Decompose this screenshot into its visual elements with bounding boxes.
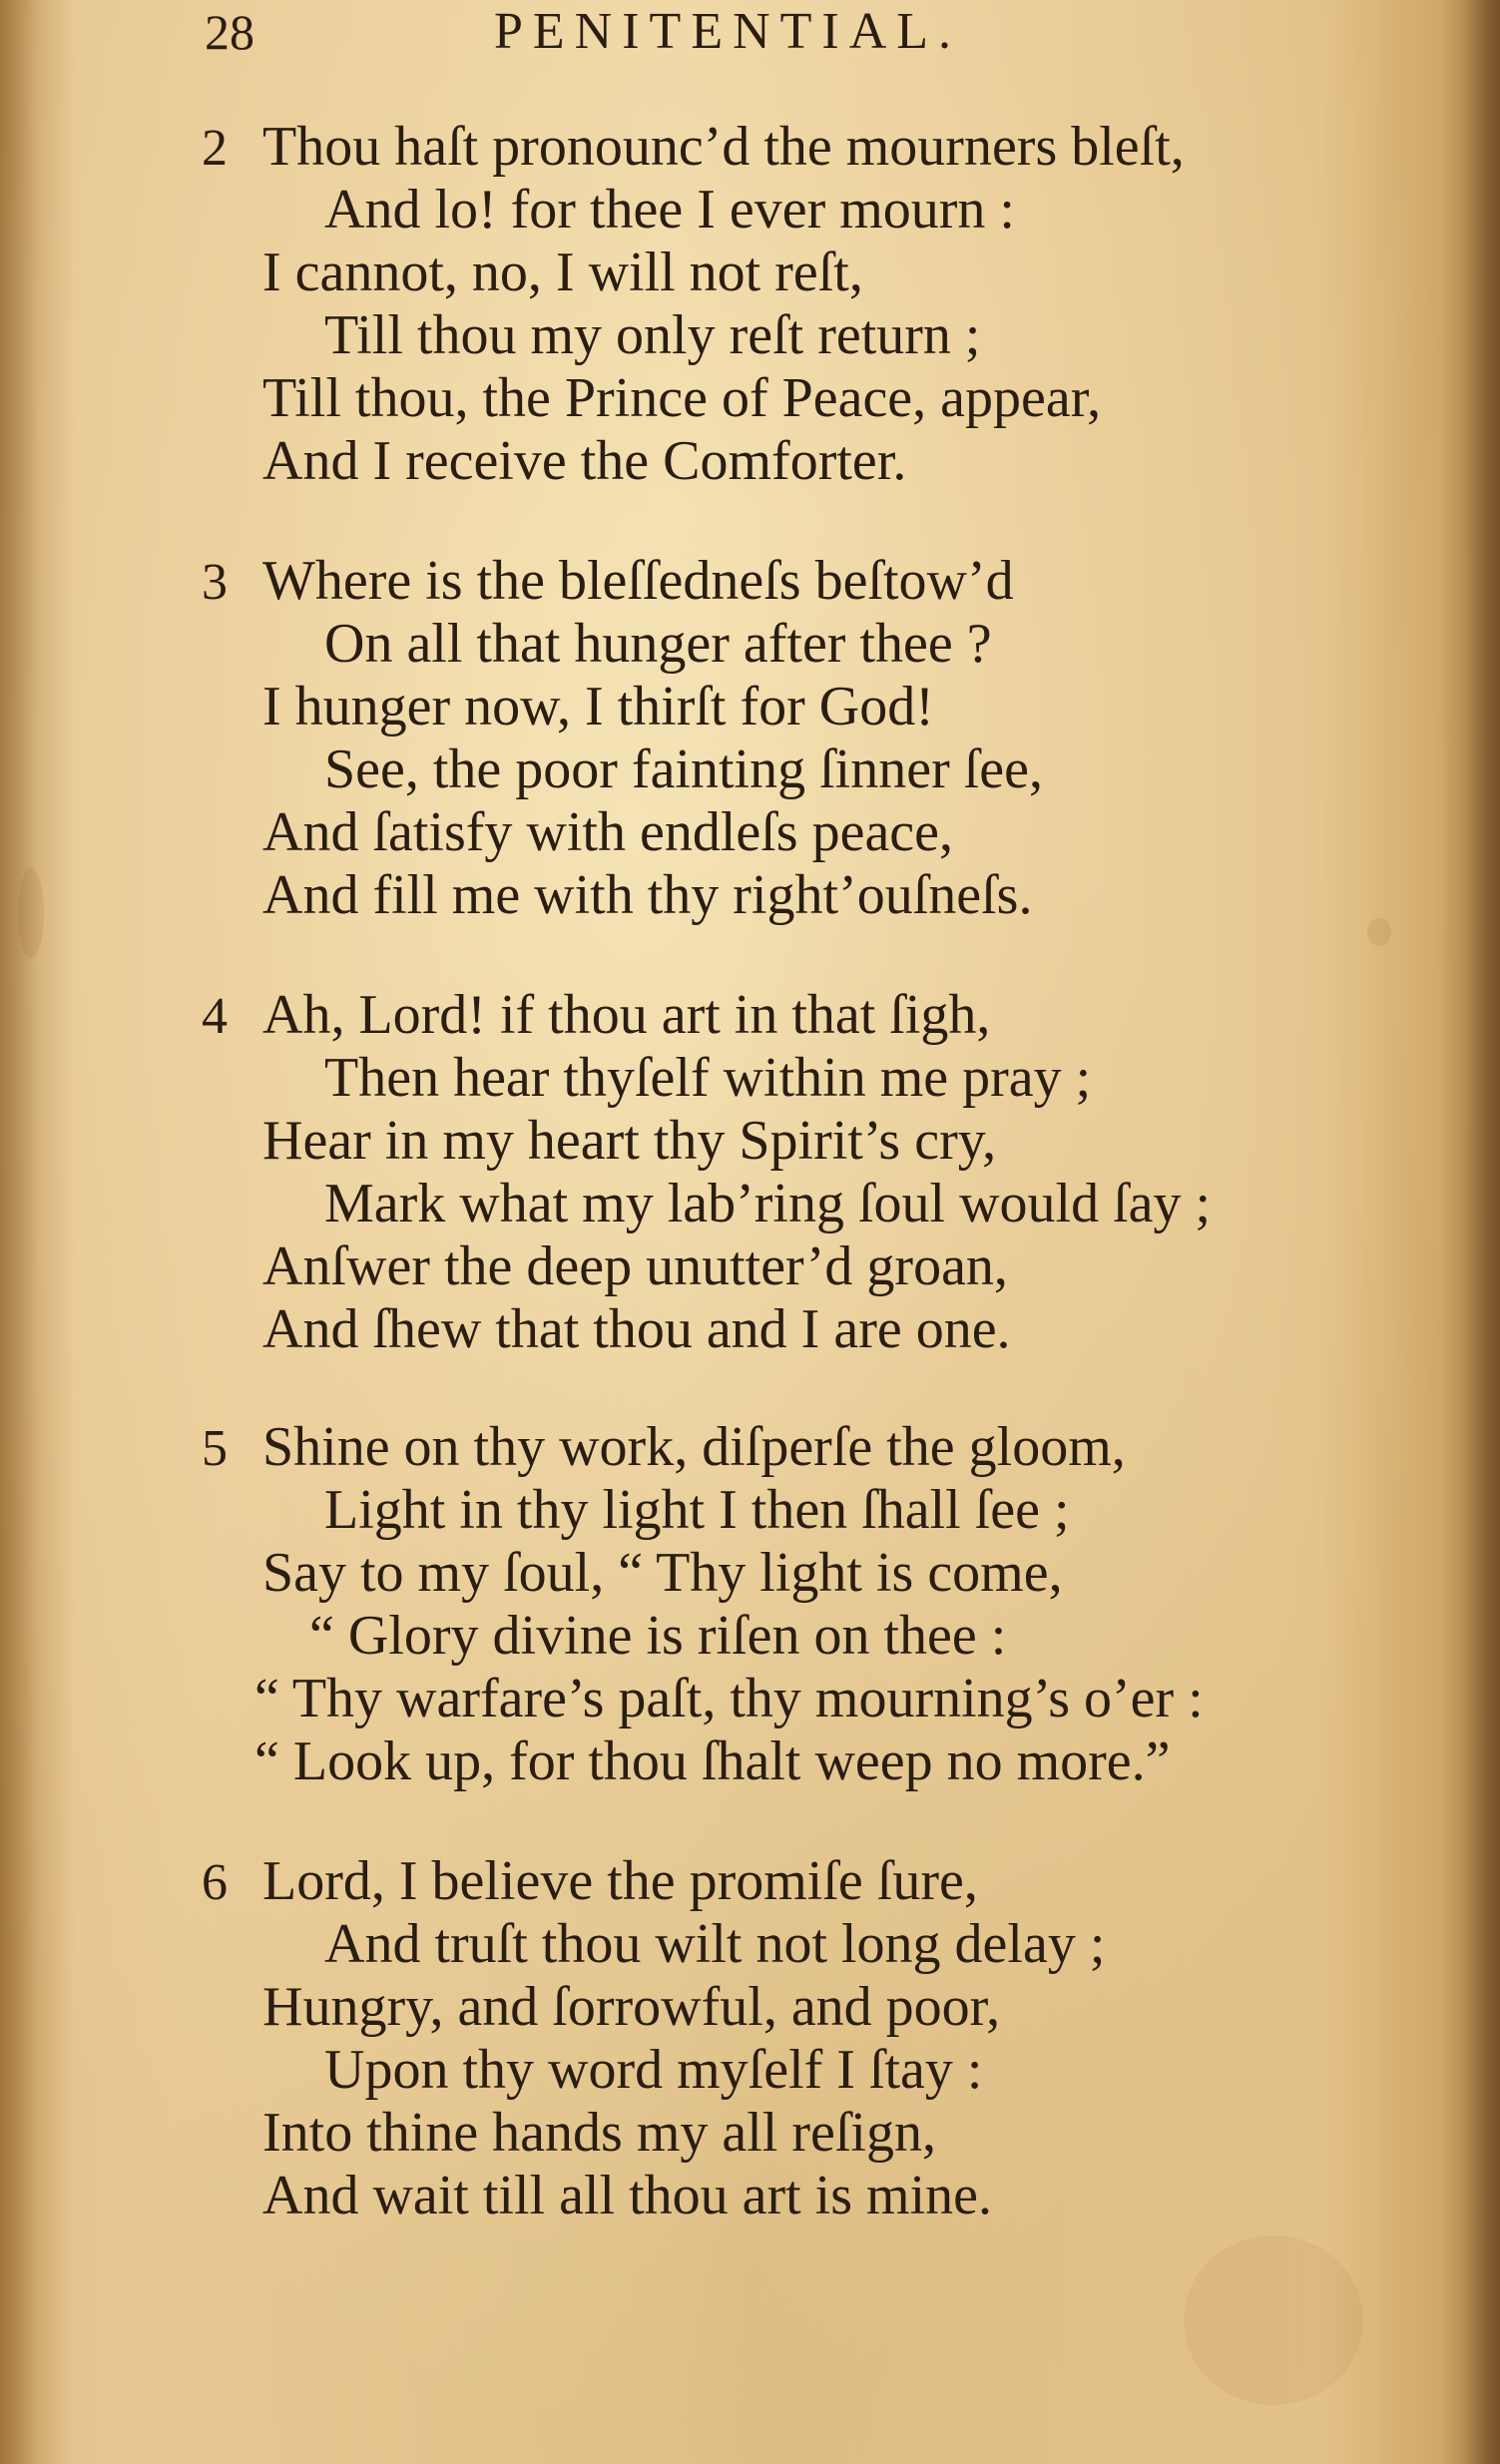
stanza-number: 5	[202, 1420, 228, 1477]
paper-foxing-spot	[18, 868, 44, 958]
verse-line: “ Thy warfare’s paſt, thy mourning’s o’er :	[254, 1668, 1204, 1729]
verse-line: Hear in my heart thy Spirit’s cry,	[262, 1110, 997, 1172]
verse-line: Hungry, and ſorrowful, and poor,	[262, 1976, 1001, 2038]
paper-foxing-spot	[1184, 2235, 1363, 2405]
verse-line: And ſhew that thou and I are one.	[262, 1298, 1011, 1360]
stanza-number: 3	[202, 554, 228, 611]
verse-line: Anſwer the deep unutter’d groan,	[262, 1235, 1008, 1297]
verse-line: “ Look up, for thou ſhalt weep no more.”	[254, 1730, 1171, 1792]
verse-line: Till thou my only reſt return ;	[324, 304, 981, 366]
verse-line: I cannot, no, I will not reſt,	[262, 242, 863, 303]
verse-line: Then hear thyſelf within me pray ;	[324, 1047, 1092, 1109]
verse-line: On all that hunger after thee ?	[324, 613, 992, 675]
page-number: 28	[205, 4, 254, 60]
verse-line: And lo! for thee I ever mourn :	[324, 179, 1015, 241]
verse-line: Lord, I believe the promiſe ſure,	[262, 1850, 978, 1912]
running-title: PENITENTIAL.	[494, 3, 962, 60]
verse-line: Thou haſt pronounc’d the mourners bleſt,	[262, 116, 1185, 178]
verse-line: And fill me with thy right’ouſneſs.	[262, 864, 1033, 926]
page-edge-shadow	[1466, 0, 1500, 2464]
verse-line: “ Glory divine is riſen on thee :	[309, 1605, 1007, 1667]
stanza-number: 4	[202, 988, 228, 1045]
verse-line: And wait till all thou art is mine.	[262, 2165, 993, 2226]
verse-line: See, the poor fainting ſinner ſee,	[324, 739, 1043, 800]
verse-line: Where is the bleſſedneſs beſtow’d	[262, 550, 1014, 612]
page-header	[205, 2, 1103, 72]
verse-line: I hunger now, I thirſt for God!	[262, 676, 934, 738]
verse-line: Till thou, the Prince of Peace, appear,	[262, 367, 1102, 429]
verse-line: And truſt thou wilt not long delay ;	[324, 1913, 1106, 1975]
verse-line: Ah, Lord! if thou art in that ſigh,	[262, 984, 991, 1046]
verse-line: Upon thy word myſelf I ſtay :	[324, 2039, 983, 2101]
verse-line: Into thine hands my all reſign,	[262, 2102, 936, 2164]
verse-line: Mark what my lab’ring ſoul would ſay ;	[324, 1173, 1212, 1234]
verse-line: And ſatisfy with endleſs peace,	[262, 801, 954, 863]
verse-line: Light in thy light I then ſhall ſee ;	[324, 1479, 1070, 1541]
page-gutter-shadow	[0, 0, 38, 2464]
verse-line: Say to my ſoul, “ Thy light is come,	[262, 1542, 1063, 1604]
stanza-number: 2	[202, 120, 228, 177]
paper-foxing-spot	[1367, 918, 1391, 946]
verse-line: Shine on thy work, diſperſe the gloom,	[262, 1416, 1126, 1478]
stanza-number: 6	[202, 1854, 228, 1911]
verse-line: And I receive the Comforter.	[262, 430, 907, 492]
